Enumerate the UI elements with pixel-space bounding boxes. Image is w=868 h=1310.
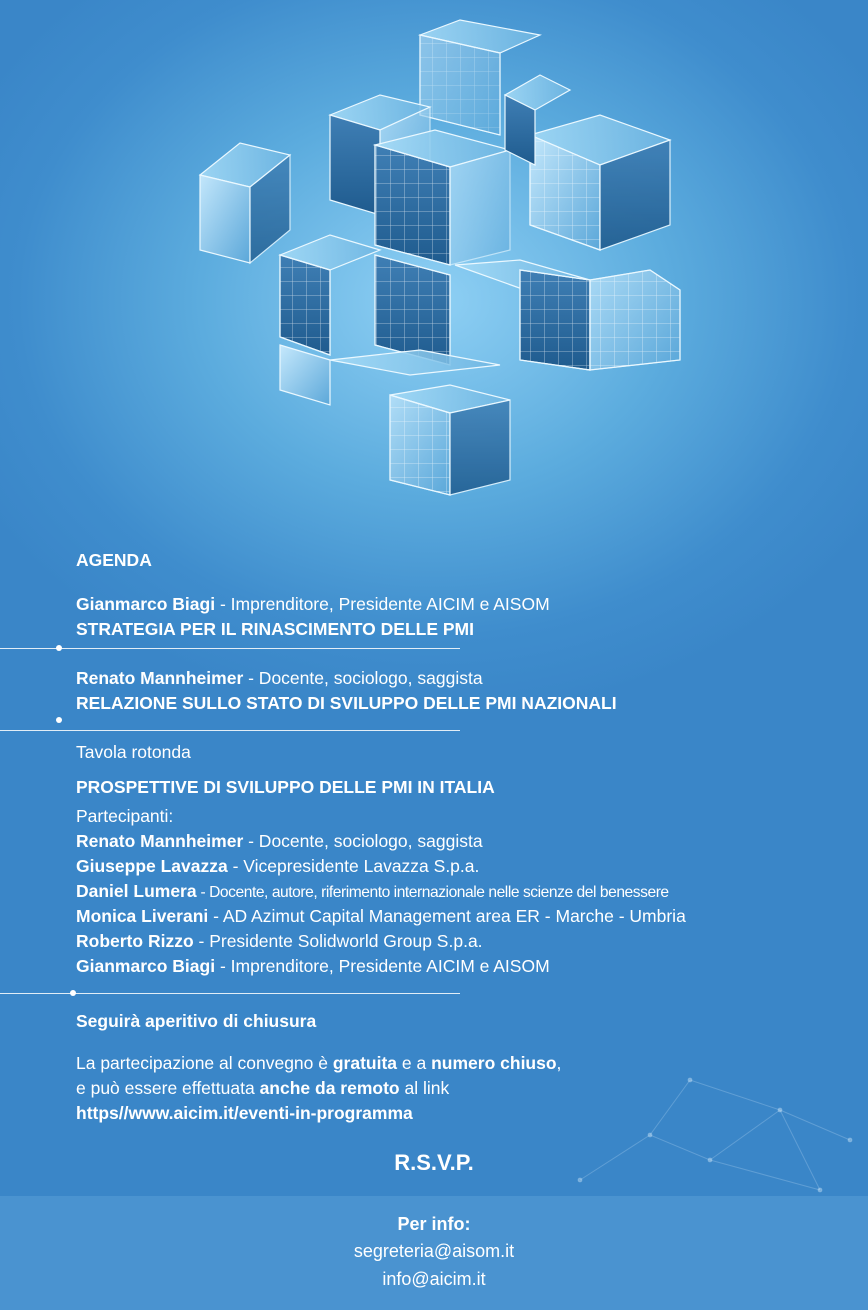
participation-limited: numero chiuso: [431, 1053, 557, 1073]
talk-1-speaker: Gianmarco Biagi: [76, 594, 216, 614]
divider-2: [0, 730, 460, 731]
talk-2-role: - Docente, sociologo, saggista: [243, 668, 483, 688]
participant-2: [76, 855, 479, 877]
talk-2-title: RELAZIONE SULLO STATO DI SVILUPPO DELLE PMI NAZIONALI: [76, 693, 617, 713]
participant-4: [76, 905, 686, 927]
participant-5: [76, 930, 483, 952]
cube-illustration: [180, 15, 700, 515]
event-link[interactable]: https//www.aicim.it/eventi-in-programma: [76, 1103, 413, 1123]
participant-6: [76, 955, 550, 977]
participation-text-2: e a: [397, 1053, 432, 1073]
participant-4-name: Monica Liverani: [76, 906, 209, 926]
participant-3-name: Daniel Lumera: [76, 881, 197, 901]
participation-remote: anche da remoto: [259, 1078, 400, 1098]
participant-5-name: Roberto Rizzo: [76, 931, 194, 951]
participation-line-1: [76, 1052, 561, 1074]
participant-4-role: - AD Azimut Capital Management area ER - Marche - Umbria: [208, 906, 686, 926]
talk-2-speaker-line: [76, 667, 483, 689]
rsvp-heading: R.S.V.P.: [394, 1150, 474, 1175]
talk-1-title: STRATEGIA PER IL RINASCIMENTO DELLE PMI: [76, 619, 474, 639]
participation-text-3: ,: [556, 1053, 562, 1073]
footer-bar: [0, 1196, 868, 1310]
participant-1: [76, 830, 483, 852]
participation-text-4: e può essere effettuata: [76, 1078, 260, 1098]
participation-text-5: al link: [399, 1078, 450, 1098]
participant-2-role: - Vicepresidente Lavazza S.p.a.: [227, 856, 480, 876]
participant-3: [76, 880, 669, 904]
talk-2-speaker: Renato Mannheimer: [76, 668, 244, 688]
participant-1-role: - Docente, sociologo, saggista: [243, 831, 483, 851]
footer-info-label: Per info:: [397, 1214, 471, 1234]
participant-1-name: Renato Mannheimer: [76, 831, 244, 851]
participation-free: gratuita: [332, 1053, 398, 1073]
divider-1: [0, 648, 460, 649]
participant-6-name: Gianmarco Biagi: [76, 956, 216, 976]
footer-email-1[interactable]: segreteria@aisom.it: [353, 1241, 515, 1261]
talk-1-role: - Imprenditore, Presidente AICIM e AISOM: [215, 594, 550, 614]
divider-dot-3: [70, 990, 76, 996]
participants-label: Partecipanti:: [76, 806, 174, 826]
divider-dot-1: [56, 645, 62, 651]
agenda-title: AGENDA: [76, 550, 152, 570]
participant-2-name: Giuseppe Lavazza: [76, 856, 228, 876]
divider-dot-2: [56, 717, 62, 723]
network-decoration: [560, 1040, 868, 1200]
participant-6-role: - Imprenditore, Presidente AICIM e AISOM: [215, 956, 550, 976]
roundtable-label: Tavola rotonda: [76, 742, 191, 762]
roundtable-title: PROSPETTIVE DI SVILUPPO DELLE PMI IN ITALIA: [76, 777, 495, 797]
participant-5-role: - Presidente Solidworld Group S.p.a.: [193, 931, 483, 951]
participant-3-role: - Docente, autore, riferimento internazionale nelle scienze del benessere: [196, 884, 669, 901]
participation-line-2: [76, 1077, 449, 1099]
participation-text-1: La partecipazione al convegno è: [76, 1053, 333, 1073]
talk-1-speaker-line: [76, 593, 550, 615]
footer-email-2[interactable]: info@aicim.it: [382, 1269, 486, 1289]
closing-note: Seguirà aperitivo di chiusura: [76, 1011, 317, 1031]
divider-3: [0, 993, 460, 994]
